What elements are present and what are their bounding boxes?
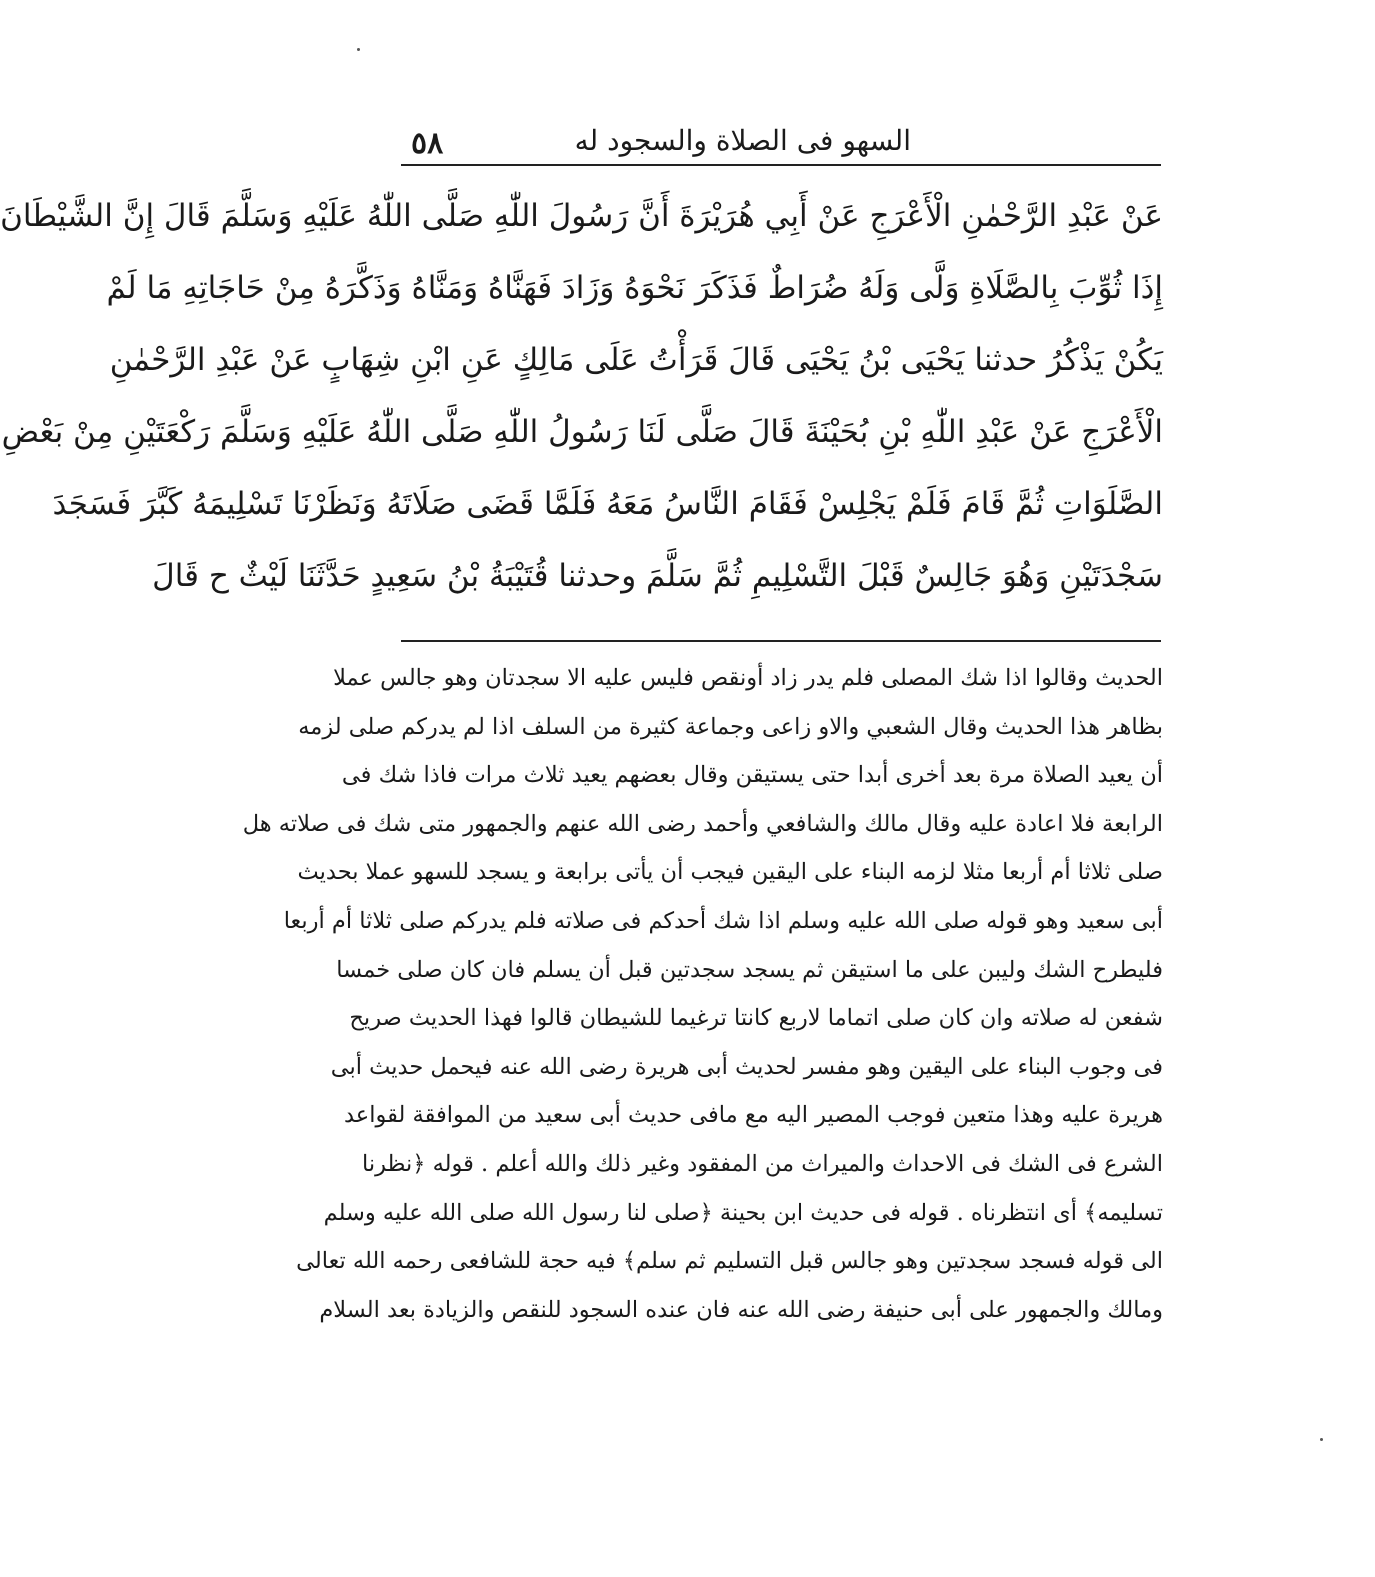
commentary-line: بظاهر هذا الحديث وقال الشعبي والاو زاعى وجماعة كثيرة من السلف اذا لم يدركم صلى لزمه	[298, 713, 1163, 740]
commentary-line: الرابعة فلا اعادة عليه وقال مالك والشافعي وأحمد رضى الله عنهم والجمهور متى شك فى صلاته هل	[242, 810, 1163, 837]
hadith-line: سَجْدَتَيْنِ وَهُوَ جَالِسٌ قَبْلَ التَّسْلِيمِ ثُمَّ سَلَّمَ وحدثنا قُتَيْبَةُ بْنُ سَعِيدٍ حَدَّثَنَا لَيْثٌ ح قَالَ	[152, 558, 1163, 594]
commentary-line: هريرة عليه وهذا متعين فوجب المصير اليه مع مافى حديث أبى سعيد من الموافقة لقواعد	[344, 1102, 1163, 1129]
hadith-line: عَنْ عَبْدِ الرَّحْمٰنِ الْأَعْرَجِ عَنْ أَبِي هُرَيْرَةَ أَنَّ رَسُولَ اللّٰهِ صَلَّى اللّٰهُ عَلَيْهِ وَسَلَّمَ قَالَ إِنَّ الشَّيْطَانَ	[0, 198, 1163, 234]
section-divider-rule	[401, 640, 1161, 642]
commentary-line: شفعن له صلاته وان كان صلى اتماما لاربع كانتا ترغيما للشيطان قالوا فهذا الحديث صريح	[349, 1005, 1163, 1032]
hadith-line: الصَّلَوَاتِ ثُمَّ قَامَ فَلَمْ يَجْلِسْ فَقَامَ النَّاسُ مَعَهُ فَلَمَّا قَضَى صَلَاتَهُ وَنَظَرْنَا تَسْلِيمَهُ كَبَّرَ فَسَجَدَ	[52, 486, 1163, 522]
hadith-line: الْأَعْرَجِ عَنْ عَبْدِ اللّٰهِ بْنِ بُحَيْنَةَ قَالَ صَلَّى لَنَا رَسُولُ اللّٰهِ صَلَّى اللّٰهُ عَلَيْهِ وَسَلَّمَ رَكْعَتَيْنِ مِنْ بَعْضِ	[1, 414, 1163, 450]
header-rule	[401, 164, 1161, 166]
commentary-line: الحديث وقالوا اذا شك المصلى فلم يدر زاد أونقص فليس عليه الا سجدتان وهو جالس عملا	[333, 665, 1163, 691]
commentary-line: فليطرح الشك وليبن على ما استيقن ثم يسجد سجدتين قبل أن يسلم فان كان صلى خمسا	[336, 956, 1163, 983]
hadith-line: إِذَا ثُوِّبَ بِالصَّلَاةِ وَلَّى وَلَهُ ضُرَاطٌ فَذَكَرَ نَحْوَهُ وَزَادَ فَهَنَّاهُ وَمَنَّاهُ وَذَكَّرَهُ مِنْ حَاجَاتِهِ مَا لَمْ	[106, 270, 1163, 306]
commentary-line: الى قوله فسجد سجدتين وهو جالس قبل التسليم ثم سلم﴾ فيه حجة للشافعى رحمه الله تعالى	[296, 1248, 1163, 1275]
commentary-line: أن يعيد الصلاة مرة بعد أخرى أبدا حتى يستيقن وقال بعضهم يعيد ثلاث مرات فاذا شك فى	[341, 762, 1163, 789]
commentary-line: تسليمه﴾ أى انتظرناه . قوله فى حديث ابن بحينة ﴿صلى لنا رسول الله صلى الله عليه وسلم	[323, 1199, 1163, 1226]
scan-speck	[357, 48, 360, 51]
commentary-line: ومالك والجمهور على أبى حنيفة رضى الله عنه فان عنده السجود للنقص والزيادة بعد السلام	[319, 1296, 1163, 1323]
commentary-text-block	[242, 654, 1163, 1334]
scan-speck	[1320, 1438, 1323, 1441]
running-head	[401, 118, 1161, 168]
commentary-line: الشرع فى الشك فى الاحداث والميراث من المفقود وغير ذلك والله أعلم . قوله ﴿نظرنا	[361, 1150, 1163, 1177]
running-title: السهو فى الصلاة والسجود له	[574, 124, 911, 157]
commentary-line: فى وجوب البناء على اليقين وهو مفسر لحديث أبى هريرة رضى الله عنه فيحمل حديث أبى	[330, 1053, 1163, 1080]
commentary-line: صلى ثلاثا أم أربعا مثلا لزمه البناء على اليقين فيجب أن يأتى برابعة و يسجد للسهو عملا بحديث	[297, 859, 1163, 886]
commentary-line: أبى سعيد وهو قوله صلى الله عليه وسلم اذا شك أحدكم فى صلاته فلم يدركم صلى ثلاثا أم أربعا	[283, 907, 1163, 934]
page-number: ٥٨	[411, 126, 444, 161]
hadith-line: يَكُنْ يَذْكُرُ حدثنا يَحْيَى بْنُ يَحْيَى قَالَ قَرَأْتُ عَلَى مَالِكٍ عَنِ ابْنِ شِهَابٍ عَنْ عَبْدِ الرَّحْمٰنِ	[109, 342, 1163, 378]
hadith-text-block	[0, 180, 1163, 612]
